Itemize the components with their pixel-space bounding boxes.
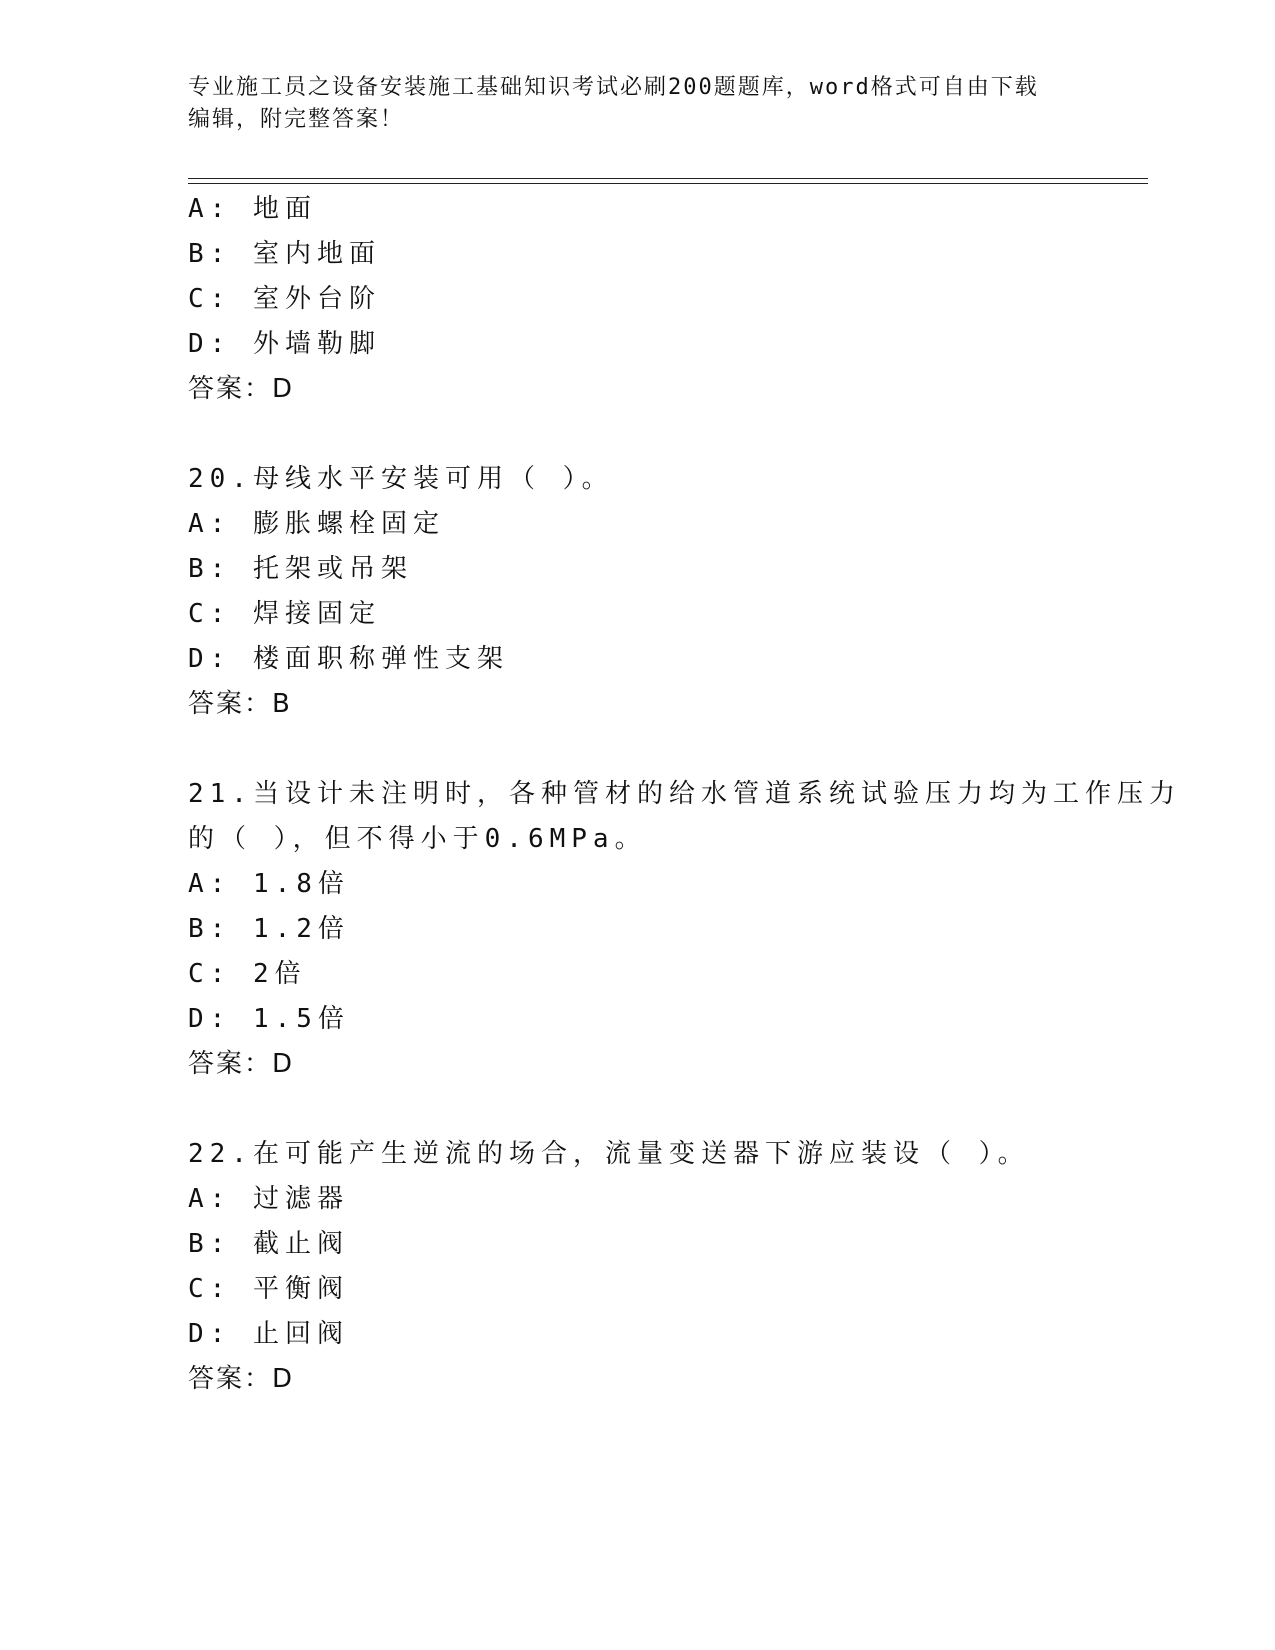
- q20-question: 20.母线水平安装可用（ ）。: [188, 464, 614, 494]
- q19-option-a: A: 地面: [188, 194, 317, 224]
- q19-option-b: B: 室内地面: [188, 239, 381, 269]
- q19-option-c: C: 室外台阶: [188, 284, 381, 314]
- q22-option-c: C: 平衡阀: [188, 1274, 349, 1304]
- q20-option-b: B: 托架或吊架: [188, 554, 413, 584]
- header-title-line-1: 专业施工员之设备安装施工基础知识考试必刷200题题库，word格式可自由下载: [188, 75, 1039, 100]
- q21-question-line-1: 21.当设计未注明时，各种管材的给水管道系统试验压力均为工作压力: [188, 779, 1181, 809]
- q22-option-a: A: 过滤器: [188, 1184, 349, 1214]
- q19-option-d: D: 外墙勒脚: [188, 329, 381, 359]
- q21-question-line-2: 的（ ），但不得小于0.6MPa。: [188, 824, 647, 854]
- q21-option-b: B: 1.2倍: [188, 914, 350, 944]
- document-header: [188, 72, 1088, 136]
- q20-option-a: A: 膨胀螺栓固定: [188, 509, 445, 539]
- q20-answer: 答案：B: [188, 689, 292, 719]
- q21-option-d: D: 1.5倍: [188, 1004, 350, 1034]
- q22-option-d: D: 止回阀: [188, 1319, 349, 1349]
- header-title-line-2: 编辑，附完整答案！: [188, 107, 405, 132]
- q22-answer: 答案：D: [188, 1364, 295, 1394]
- q21-answer: 答案：D: [188, 1049, 295, 1079]
- q20-option-d: D: 楼面职称弹性支架: [188, 644, 509, 674]
- q21-option-c: C: 2倍: [188, 959, 307, 989]
- header-divider-bottom: [188, 183, 1148, 184]
- q21-option-a: A: 1.8倍: [188, 869, 350, 899]
- q22-option-b: B: 截止阀: [188, 1229, 349, 1259]
- header-divider-top: [188, 178, 1148, 179]
- q22-question: 22.在可能产生逆流的场合，流量变送器下游应装设（ ）。: [188, 1139, 1030, 1169]
- q20-option-c: C: 焊接固定: [188, 599, 381, 629]
- q19-answer: 答案：D: [188, 374, 295, 404]
